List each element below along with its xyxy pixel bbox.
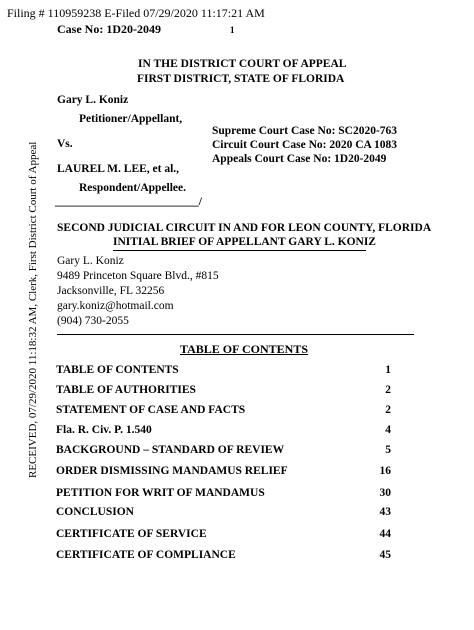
toc-entry-label: BACKGROUND – STANDARD OF REVIEW [56,444,285,456]
toc-entry-page: 1 [385,364,391,376]
contact-name: Gary L. Koniz [57,255,124,267]
toc-heading: TABLE OF CONTENTS [180,342,309,356]
brief-title-line2: INITIAL BRIEF OF APPELLANT GARY L. KONIZ [113,236,376,248]
toc-entry-label: CERTIFICATE OF SERVICE [56,528,207,540]
court-heading-line2: FIRST DISTRICT, STATE OF FLORIDA [137,73,345,85]
toc-entry-page: 5 [385,444,391,456]
contact-address-line2: Jacksonville, FL 32256 [57,285,165,297]
petitioner-role: Petitioner/Appellant, [79,113,183,125]
title-underline [113,250,366,251]
toc-entry-label: Fla. R. Civ. P. 1.540 [56,424,152,436]
versus-label: Vs. [57,138,73,150]
toc-entry-page: 30 [379,487,391,499]
supreme-court-case-no: Supreme Court Case No: SC2020-763 [212,125,398,137]
section-divider [57,334,414,335]
toc-entry-page: 16 [379,465,391,477]
toc-entry-page: 2 [385,384,391,396]
caption-signature-line: _________________________/ [55,196,202,208]
circuit-court-case-no: Circuit Court Case No: 2020 CA 1083 [212,139,398,151]
contact-address-line1: 9489 Princeton Square Blvd., #815 [57,270,219,282]
toc-entry-page: 2 [385,404,391,416]
petitioner-name: Gary L. Koniz [57,94,129,106]
toc-entry-label: PETITION FOR WRIT OF MANDAMUS [56,487,265,499]
toc-entry-label: CONCLUSION [56,506,134,518]
toc-entry-label: STATEMENT OF CASE AND FACTS [56,404,246,416]
respondent-role: Respondent/Appellee. [79,182,187,194]
court-heading-line1: IN THE DISTRICT COURT OF APPEAL [138,58,347,70]
received-stamp: RECEIVED, 07/29/2020 11:18:32 AM, Clerk, First District Court of Appeal [27,141,39,478]
toc-entry-label: TABLE OF AUTHORITIES [56,384,196,396]
contact-phone: (904) 730-2055 [57,315,129,327]
toc-entry-page: 43 [379,506,391,518]
toc-entry-label: ORDER DISMISSING MANDAMUS RELIEF [56,465,288,477]
toc-entry-label: CERTIFICATE OF COMPLIANCE [56,549,236,561]
toc-entry-page: 45 [379,549,391,561]
case-number: Case No: 1D20-2049 [57,22,161,36]
toc-entry-page: 44 [379,528,391,540]
contact-email: gary.koniz@hotmail.com [57,300,174,312]
respondent-name: LAUREL M. LEE, et al., [57,163,180,175]
filing-header: Filing # 110959238 E-Filed 07/29/2020 11:17:21 AM [7,6,265,20]
brief-title-line1: SECOND JUDICIAL CIRCUIT IN AND FOR LEON COUNTY, FLORIDA [57,222,432,234]
toc-entry-page: 4 [385,424,391,436]
page-number: 1 [230,25,235,35]
toc-entry-label: TABLE OF CONTENTS [56,364,179,376]
appeals-court-case-no: Appeals Court Case No: 1D20-2049 [212,153,387,165]
